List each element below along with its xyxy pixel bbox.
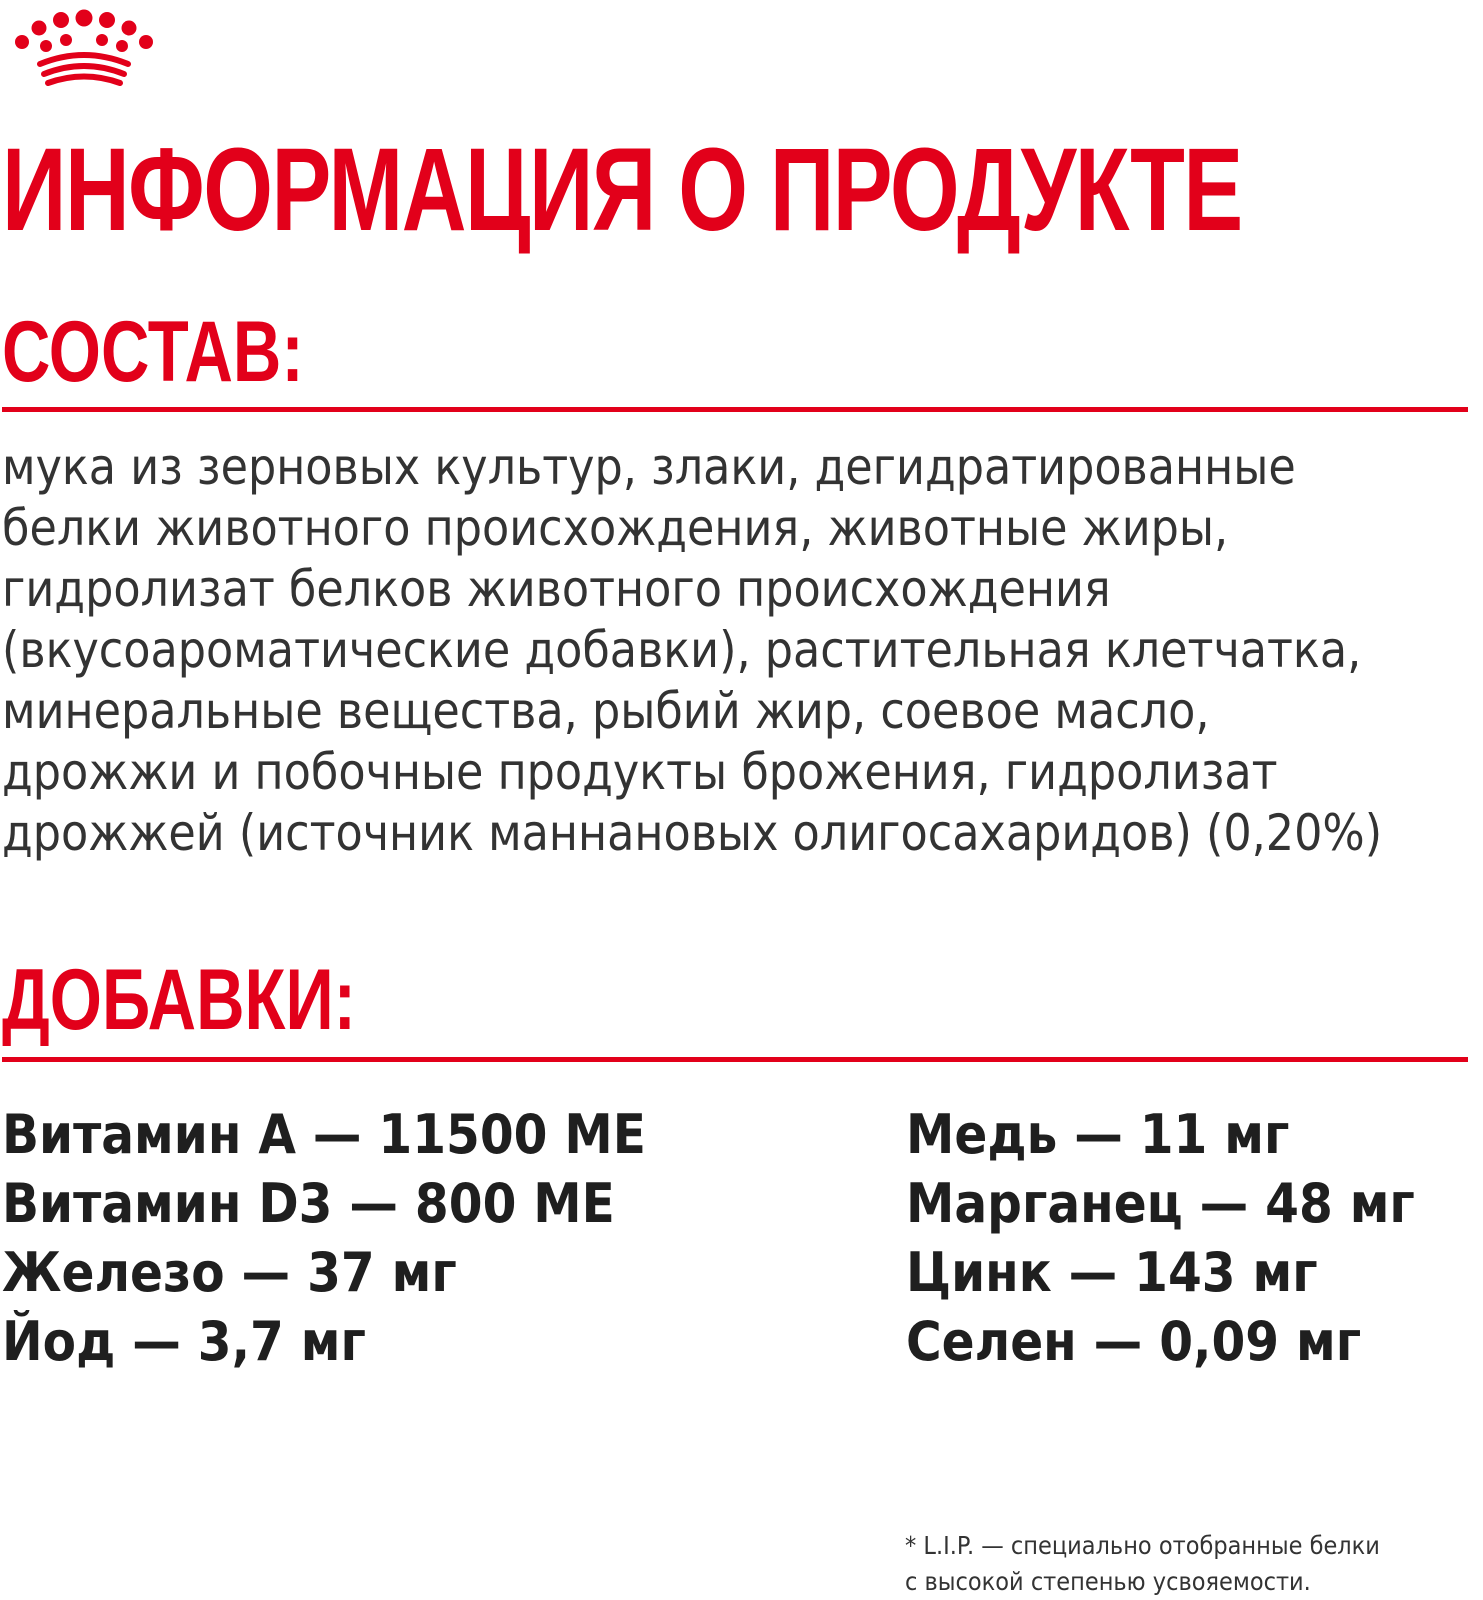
additive-item: Цинк — 143 мг (906, 1241, 1318, 1304)
additive-item: Селен — 0,09 мг (906, 1310, 1362, 1373)
additives-heading: ДОБАВКИ: (2, 952, 357, 1048)
additives-right-column (906, 1100, 1471, 1376)
additive-item: Железо — 37 мг (2, 1241, 457, 1304)
composition-line: (вкусоароматические добавки), растительная клетчатка, (2, 621, 1362, 679)
composition-divider (2, 407, 1468, 412)
composition-text (2, 437, 1472, 864)
additive-item: Витамин A — 11500 МЕ (2, 1103, 646, 1166)
composition-line: белки животного происхождения, животные жиры, (2, 499, 1229, 557)
additive-item: Витамин D3 — 800 МЕ (2, 1172, 615, 1235)
additive-item: Марганец — 48 мг (906, 1172, 1415, 1235)
footnote (905, 1528, 1480, 1600)
footnote-line: с высокой степенью усвояемости. (905, 1567, 1311, 1596)
composition-heading: СОСТАВ: (2, 304, 304, 400)
composition-line: дрожжи и побочные продукты брожения, гидролизат (2, 743, 1278, 801)
composition-line: мука из зерновых культур, злаки, дегидратированные (2, 438, 1296, 496)
composition-line: минеральные вещества, рыбий жир, соевое масло, (2, 682, 1210, 740)
additive-item: Йод — 3,7 мг (2, 1310, 366, 1373)
additive-item: Медь — 11 мг (906, 1103, 1290, 1166)
composition-line: дрожжей (источник маннановых олигосахаридов) (0,20%) (2, 804, 1383, 862)
crown-icon (6, 8, 156, 88)
additives-left-column (2, 1100, 718, 1376)
composition-line: гидролизат белков животного происхождения (2, 560, 1111, 618)
page-title: ИНФОРМАЦИЯ О ПРОДУКТЕ (2, 124, 1242, 256)
footnote-line: * L.I.P. — специально отобранные белки (905, 1531, 1380, 1560)
additives-divider (2, 1057, 1468, 1062)
